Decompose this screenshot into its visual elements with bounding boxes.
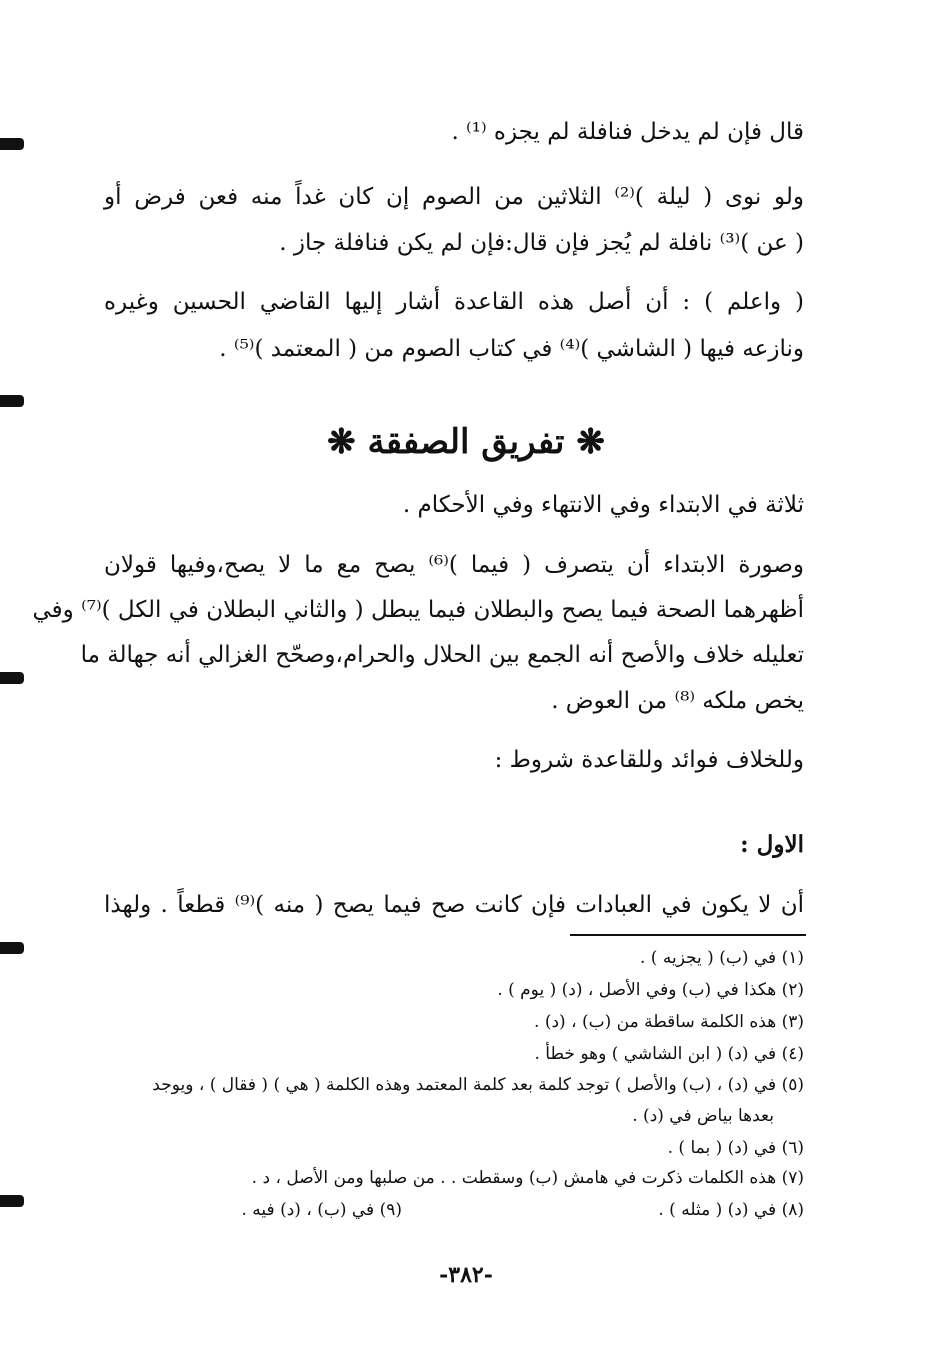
page-number: -٣٨٢-: [439, 1262, 493, 1288]
margin-mark: [0, 1195, 24, 1207]
subheading: الاول :: [740, 831, 804, 858]
body-line: وللخلاف فوائد وللقاعدة شروط :: [494, 747, 804, 773]
section-heading: ❋ تفريق الصفقة ❋: [327, 422, 605, 462]
body-line: أظهرهما الصحة فيما يصح والبطلان فيما يبطل ( والثاني البطلان في الكل )⁽⁷⁾ وفي: [32, 597, 804, 623]
footnote: (٦) في (د) ( بما ) .: [667, 1138, 804, 1158]
footnote-separator: [570, 934, 806, 936]
footnote: (٤) في (د) ( ابن الشاشي ) وهو خطأ .: [534, 1044, 804, 1064]
body-line: ثلاثة في الابتداء وفي الانتهاء وفي الأحكام .: [402, 492, 804, 518]
margin-mark: [0, 138, 24, 150]
footnote: بعدها بياض في (د) .: [632, 1106, 774, 1126]
footnote: (٣) هذه الكلمة ساقطة من (ب) ، (د) .: [534, 1012, 804, 1032]
margin-mark: [0, 672, 24, 684]
margin-mark: [0, 395, 24, 407]
footnote: (٢) هكذا في (ب) وفي الأصل ، (د) ( يوم ) .: [497, 980, 804, 1000]
body-line: وصورة الابتداء أن يتصرف ( فيما )⁽⁶⁾ يصح مع ما لا يصح،وفيها قولان: [104, 552, 804, 578]
body-line: أن لا يكون في العبادات فإن كانت صح فيما يصح ( منه )⁽⁹⁾ قطعاً . ولهذا: [104, 892, 805, 918]
body-line: ( واعلم ) : أن أصل هذه القاعدة أشار إليها القاضي الحسين وغيره: [104, 289, 804, 315]
footnote: (٩) في (ب) ، (د) فيه .: [241, 1200, 402, 1220]
footnote: (٨) في (د) ( مثله ) .: [658, 1200, 804, 1220]
body-line: ولو نوى ( ليلة )⁽²⁾ الثلاثين من الصوم إن كان غداً منه فعن فرض أو: [104, 184, 805, 210]
body-line: قال فإن لم يدخل فنافلة لم يجزه ⁽¹⁾ .: [451, 119, 804, 145]
margin-mark: [0, 942, 24, 954]
footnote: (٥) في (د) ، (ب) والأصل ) توجد كلمة بعد كلمة المعتمد وهذه الكلمة ( هي ) ( فقال ) ، ويوجد: [152, 1075, 804, 1095]
footnote: (٧) هذه الكلمات ذكرت في هامش (ب) وسقطت . . من صلبها ومن الأصل ، د .: [251, 1168, 804, 1188]
body-line: ( عن )⁽³⁾ نافلة لم يُجز فإن قال:فإن لم يكن فنافلة جاز .: [279, 230, 804, 256]
body-line: ونازعه فيها ( الشاشي )⁽⁴⁾ في كتاب الصوم من ( المعتمد )⁽⁵⁾ .: [219, 336, 804, 362]
body-line: يخص ملكه ⁽⁸⁾ من العوض .: [551, 688, 804, 714]
footnote: (١) في (ب) ( يجزيه ) .: [640, 948, 804, 968]
body-line: تعليله خلاف والأصح أنه الجمع بين الحلال والحرام،وصحّح الغزالي أنه جهالة ما: [80, 642, 804, 668]
